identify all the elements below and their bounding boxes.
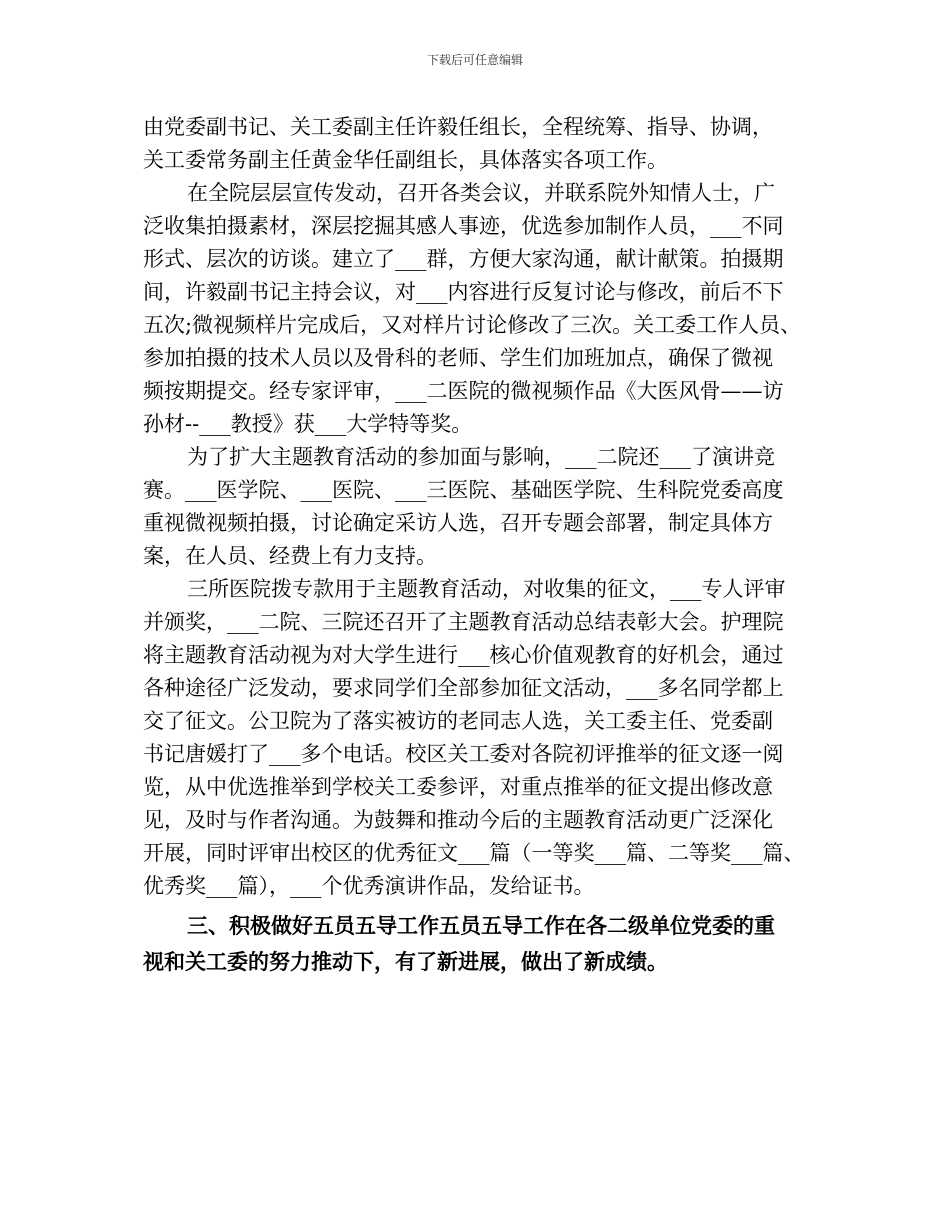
paragraph-line: 览，从中优选推举到学校关工委参评，对重点推举的征文提出修改意 <box>143 775 773 799</box>
paragraph-line: 频按期提交。经专家评审，___二医院的微视频作品《大医风骨——访 <box>143 379 784 403</box>
paragraph-line: 交了征文。公卫院为了落实被访的老同志人选，关工委主任、党委副 <box>143 709 773 733</box>
paragraph-line: 书记唐媛打了___多个电话。校区关工委对各院初评推举的征文逐一阅 <box>143 742 784 766</box>
paragraph-1 <box>143 111 833 177</box>
paragraph-line: 开展，同时评审出校区的优秀征文___篇（一等奖___篇、二等奖___篇、 <box>143 841 805 865</box>
page-header-watermark: 下载后可任意编辑 <box>426 53 523 67</box>
paragraph-line: 将主题教育活动视为对大学生进行___核心价值观教育的好机会，通过 <box>143 643 784 667</box>
paragraph-line-first: 在全院层层宣传发动，召开各类会议，并联系院外知情人士，广 <box>187 181 775 205</box>
section-heading-line: 视和关工委的努力推动下，有了新进展，做出了新成绩。 <box>143 949 668 974</box>
paragraph-line: 五次;微视频样片完成后，又对样片讨论修改了三次。关工委工作人员、 <box>143 313 802 337</box>
paragraph-line: 并颁奖，___二院、三院还召开了主题教育活动总结表彰大会。护理院 <box>143 610 784 634</box>
paragraph-line: 关工委常务副主任黄金华任副组长，具体落实各项工作。 <box>143 148 668 172</box>
paragraph-line: 见，及时与作者沟通。为鼓舞和推动今后的主题教育活动更广泛深化 <box>143 808 773 832</box>
paragraph-line: 重视微视频拍摄，讨论确定采访人选，召开专题会部署，制定具体方 <box>143 511 773 535</box>
document-body <box>143 111 833 980</box>
paragraph-line: 参加拍摄的技术人员以及骨科的老师、学生们加班加点，确保了微视 <box>143 346 773 370</box>
paragraph-line: 形式、层次的访谈。建立了___群，方便大家沟通，献计献策。拍摄期 <box>143 247 784 271</box>
paragraph-line: 由党委副书记、关工委副主任许毅任组长，全程统筹、指导、协调， <box>143 115 773 139</box>
paragraph-line: 孙材--___教授》获___大学特等奖。 <box>143 412 473 436</box>
paragraph-line: 优秀奖___篇），___个优秀演讲作品，发给证书。 <box>143 874 595 898</box>
paragraph-3 <box>143 441 833 573</box>
paragraph-2 <box>143 177 833 441</box>
paragraph-line-first: 三所医院拨专款用于主题教育活动，对收集的征文，___专人评审 <box>187 577 786 601</box>
section-heading-line: 三、积极做好五员五导工作五员五导工作在各二级单位党委的重 <box>187 913 775 938</box>
paragraph-line: 案，在人员、经费上有力支持。 <box>143 544 437 568</box>
paragraph-line-first: 为了扩大主题教育活动的参加面与影响，___二院还___了演讲竞 <box>187 445 775 469</box>
paragraph-4 <box>143 573 833 903</box>
paragraph-line: 泛收集拍摄素材，深层挖掘其感人事迹，优选参加制作人员，___不同 <box>143 214 784 238</box>
paragraph-line: 各种途径广泛发动，要求同学们全部参加征文活动，___多名同学都上 <box>143 676 784 700</box>
paragraph-line: 间，许毅副书记主持会议，对___内容进行反复讨论与修改，前后不下 <box>143 280 784 304</box>
section-heading <box>143 908 833 980</box>
paragraph-line: 赛。___医学院、___医院、___三医院、基础医学院、生科院党委高度 <box>143 478 784 502</box>
